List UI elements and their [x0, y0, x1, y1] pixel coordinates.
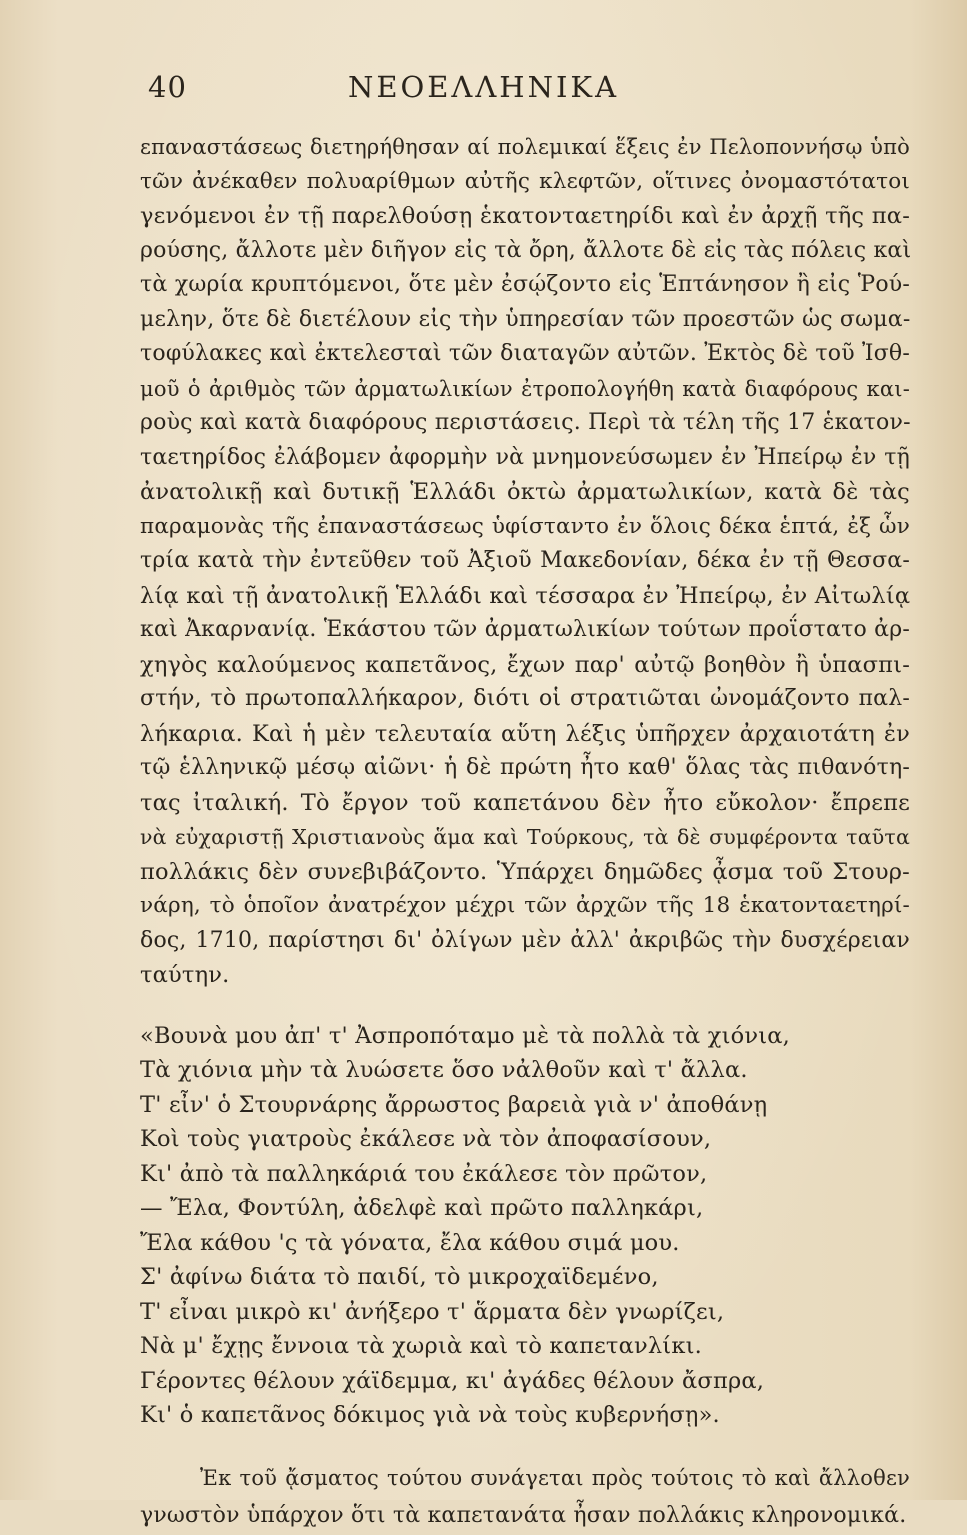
song-line: Τ' εἶναι μικρὸ κι' ἀνήξερο τ' ἅρματα δὲν γνωρίζει,	[140, 1298, 725, 1325]
paragraph-line: πολλάκις δὲν συνεβιβάζοντο. Ὑπάρχει δημῶδες ᾆσμα τοῦ Στουρ-	[140, 858, 910, 885]
paragraph-line: λίᾳ καὶ τῇ ἀνατολικῇ Ἑλλάδι καὶ τέσσαρα ἐν Ἠπείρῳ, ἐν Αἰτωλίᾳ	[140, 582, 911, 609]
section-gap	[140, 993, 910, 1019]
song-line: Κι' ἀπὸ τὰ παλληκάριά του ἐκάλεσε τὸν πρῶτον,	[140, 1160, 708, 1187]
closing-paragraph	[140, 1459, 910, 1535]
song-line: Κοὶ τοὺς γιατροὺς ἐκάλεσε νὰ τὸν ἀποφασίσουν,	[140, 1126, 712, 1152]
song-line: Τ' εἶν' ὁ Στουρνάρης ἄρρωστος βαρειὰ γιὰ ν' ἀποθάνῃ	[140, 1091, 768, 1118]
paragraph-line: ταύτην.	[140, 962, 230, 988]
paragraph-line: ταετηρίδος ἐλάβομεν ἀφορμὴν νὰ μνημονεύσωμεν ἐν Ἠπείρῳ ἐν τῇ	[140, 444, 910, 470]
song-line: Κι' ὁ καπετᾶνος δόκιμος γιὰ νὰ τοὺς κυβερνήσῃ».	[140, 1402, 720, 1428]
song-line: Ἔλα κάθου 'ς τὰ γόνατα, ἔλα κάθου σιμά μου.	[140, 1229, 680, 1256]
paragraph-line: δος, 1710, παρίστησι δι' ὀλίγων μὲν ἀλλ' ἀκριβῶς τὴν δυσχέρειαν	[140, 927, 910, 953]
running-title: ΝΕΟΕΛΛΗΝΙΚΑ	[347, 70, 620, 104]
song-line: Γέροντες θέλουν χάϊδεμμα, κι' ἀγάδες θέλουν ἄσπρα,	[140, 1367, 765, 1394]
paragraph-line: χηγὸς καλούμενος καπετᾶνος, ἔχων παρ' αὐτῷ βοηθὸν ἢ ὑπασπι-	[140, 651, 910, 678]
paragraph-line: στήν, τὸ πρωτοπαλλήκαρον, διότι οἱ στρατιῶται ὠνομάζοντο παλ-	[140, 686, 910, 711]
body-text	[140, 130, 910, 1535]
paragraph-line: τας ἰταλική. Τὸ ἔργον τοῦ καπετάνου δὲν ἦτο εὔκολον· ἔπρεπε	[140, 789, 910, 816]
paragraph-line: καὶ Ἀκαρνανίᾳ. Ἑκάστου τῶν ἀρματωλικίων τούτων προΐστατο ἀρ-	[140, 617, 910, 642]
paragraph-line: τὰ χωρία κρυπτόμενοι, ὅτε μὲν ἐσῴζοντο εἰς Ἑπτάνησον ἢ εἰς Ῥού-	[140, 272, 910, 297]
page-header	[0, 62, 967, 112]
section-gap	[140, 1433, 910, 1459]
paragraph-line: τῶν ἀνέκαθεν πολυαρίθμων αὐτῆς κλεφτῶν, οἵτινες ὀνομαστότατοι	[140, 168, 910, 194]
song-line: Τὰ χιόνια μὴν τὰ λυώσετε ὅσο νἀλθοῦν καὶ τ' ἄλλα.	[140, 1057, 748, 1083]
page-number: 40	[148, 70, 187, 104]
paragraph-line: τρία κατὰ τὴν ἐντεῦθεν τοῦ Ἀξιοῦ Μακεδονίαν, δέκα ἐν τῇ Θεσσα-	[140, 548, 910, 573]
paragraph-line: τοφύλακες καὶ ἐκτελεσταὶ τῶν διαταγῶν αὐτῶν. Ἐκτὸς δὲ τοῦ Ἰσθ-	[140, 341, 910, 366]
song-line: «Βουνὰ μου ἀπ' τ' Ἀσπροπόταμο μὲ τὰ πολλὰ τὰ χιόνια,	[140, 1022, 791, 1049]
paragraph-line: νάρη, τὸ ὁποῖον ἀνατρέχον μέχρι τῶν ἀρχῶν τῆς 18 ἑκατονταετηρί-	[140, 893, 910, 918]
song-line: Νὰ μ' ἔχῃς ἔννοια τὰ χωριὰ καὶ τὸ καπετανλίκι.	[140, 1333, 702, 1359]
main-paragraph	[140, 130, 910, 993]
folk-song	[140, 1019, 910, 1433]
song-line: — Ἔλα, Φοντύλη, ἀδελφὲ καὶ πρῶτο παλληκάρι,	[140, 1195, 704, 1221]
paragraph-line: ρούσης, ἄλλοτε μὲν διῆγον εἰς τὰ ὄρη, ἄλλοτε δὲ εἰς τὰς πόλεις καὶ	[140, 237, 912, 263]
paragraph-line: γενόμενοι ἐν τῇ παρελθούσῃ ἑκατονταετηρίδι καὶ ἐν ἀρχῇ τῆς πα-	[140, 203, 910, 229]
paragraph-line: τῷ ἑλληνικῷ μέσῳ αἰῶνι· ἡ δὲ πρώτη ἦτο καθ' ὅλας τὰς πιθανότη-	[140, 755, 910, 780]
paragraph-line: επαναστάσεως διετηρήθησαν αί πολεμικαί ἕξεις ἐν Πελοποννήσῳ ὑπὸ	[140, 135, 910, 159]
paragraph-line: ροὺς καὶ κατὰ διαφόρους περιστάσεις. Περὶ τὰ τέλη τῆς 17 ἑκατον-	[140, 410, 911, 435]
paragraph-line: μοῦ ὁ ἀριθμὸς τῶν ἀρματωλικίων ἐτροπολογήθη κατὰ διαφόρους και-	[140, 376, 910, 401]
song-line: Σ' ἀφίνω διάτα τὸ παιδί, τὸ μικροχαϊδεμένο,	[140, 1264, 659, 1290]
paragraph-line: λήκαρια. Καὶ ἡ μὲν τελευταία αὕτη λέξις ὑπῆρχεν ἀρχαιοτάτη ἐν	[140, 720, 910, 747]
paragraph-line: ἀνατολικῇ καὶ δυτικῇ Ἑλλάδι ὀκτὼ ἀρματωλικίων, κατὰ δὲ τὰς	[140, 479, 910, 505]
closing-line: Ἐκ τοῦ ᾄσματος τούτου συνάγεται πρὸς τούτοις τὸ καὶ ἄλλοθεν	[200, 1465, 910, 1490]
closing-line: γνωστὸν ὑπάρχον ὅτι τὰ καπετανάτα ἦσαν πολλάκις κληρονομικά.	[140, 1502, 907, 1528]
paragraph-line: μελην, ὅτε δὲ διετέλουν εἰς τὴν ὑπηρεσίαν τῶν προεστῶν ὡς σωμα-	[140, 306, 911, 332]
paragraph-line: νὰ εὐχαριστῇ Χριστιανοὺς ἅμα καὶ Τούρκους, τὰ δὲ συμφέροντα ταῦτα	[140, 825, 910, 849]
paragraph-line: παραμονὰς τῆς ἐπαναστάσεως ὑφίσταντο ἐν ὅλοις δέκα ἑπτά, ἐξ ὧν	[140, 513, 910, 539]
